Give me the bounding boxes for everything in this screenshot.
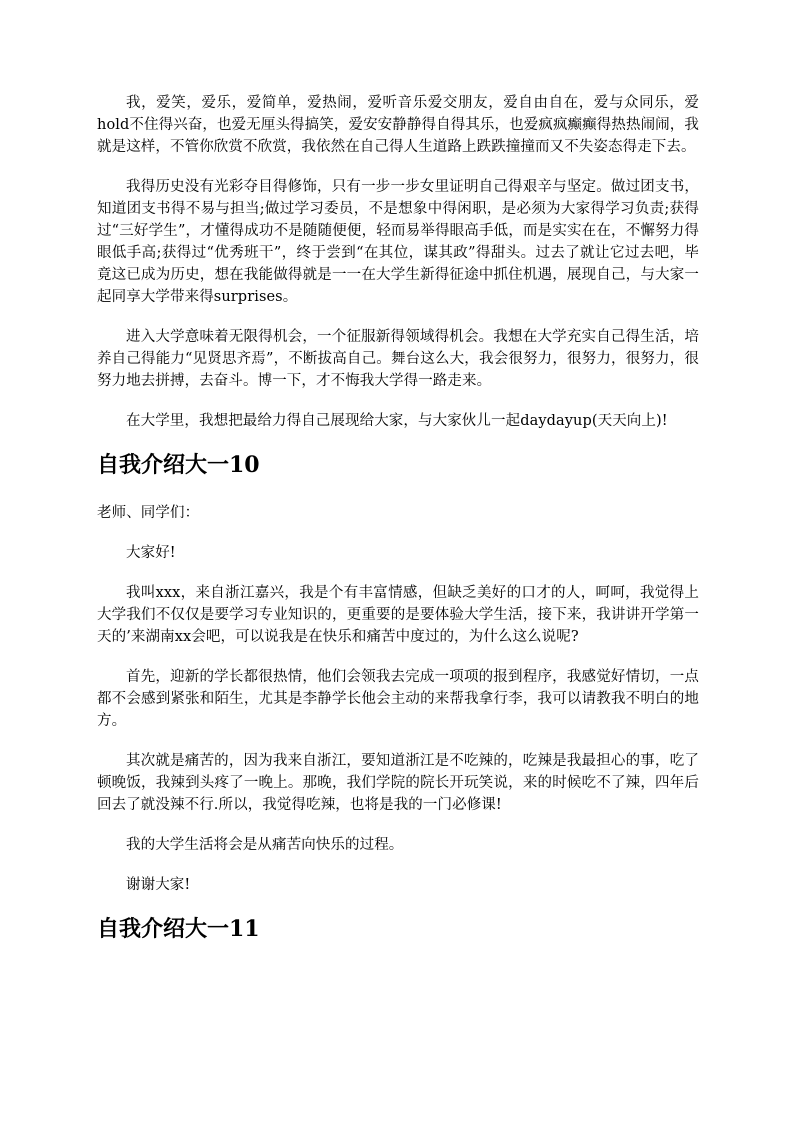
paragraph-first-welcome: 首先，迎新的学长都很热情，他们会领我去完成一项项的报到程序，我感觉好情切，一点都不会感到紧张和陌生，尤其是李静学长他会主动的来帮我拿行李，我可以请教我不明白的地方。	[97, 669, 699, 729]
paragraph-self-intro: 我叫xxx，来自浙江嘉兴，我是个有丰富情感，但缺乏美好的口才的人，呵呵，我觉得上大学我们不仅仅是要学习专业知识的，更重要的是要体验大学生活，接下来，我讲讲开学第一天的’来湖南xx会吧，可以说我是在快乐和痛苦中度过的，为什么这么说呢?	[97, 585, 699, 645]
paragraph-dayday-up: 在大学里，我想把最给力得自己展现给大家，与大家伙儿一起daydayup(天天向上)!	[126, 413, 668, 429]
section-title-11: 自我介绍大一11	[97, 916, 260, 942]
paragraph-history: 我得历史没有光彩夺目得修饰，只有一步一步女里证明自己得艰辛与坚定。做过团支书，知道团支书得不易与担当;做过学习委员，不是想象中得闲职，是必须为大家得学习负责;获得过“三好学生”，才懂得成功不是随随便便，轻而易举得眼高手低，而是实实在在，不懈努力得眼低手高;获得过“优秀班干”，终于尝到“在其位，谋其政”得甜头。过去了就让它过去吧，毕竟这已成为历史，想在我能做得就是一一在大学生新得征途中抓住机遇，展现自己，与大家一起同享大学带来得surprises。	[97, 179, 699, 305]
paragraph-university-opportunity: 进入大学意味着无限得机会，一个征服新得领域得机会。我想在大学充实自己得生活，培养自己得能力“见贤思齐焉”，不断拔高自己。舞台这么大，我会很努力，很努力，很努力，很努力地去拼搏，去奋斗。博一下，才不悔我大学得一路走来。	[97, 329, 699, 389]
document-page	[97, 92, 699, 966]
paragraph-hello: 大家好!	[126, 545, 176, 561]
section-title-10: 自我介绍大一10	[97, 452, 260, 478]
paragraph-thanks: 谢谢大家!	[126, 877, 191, 893]
paragraph-intro-hobbies: 我，爱笑，爱乐，爱简单，爱热闹，爱听音乐爱交朋友，爱自由自在，爱与众同乐，爱hold不住得兴奋，也爱无厘头得搞笑，爱安安静静得自得其乐，也爱疯疯癫癫得热热闹闹，我就是这样，不管你欣赏不欣赏，我依然在自己得人生道路上跌跌撞撞而又不失姿态得走下去。	[97, 95, 699, 155]
paragraph-college-life: 我的大学生活将会是从痛苦向快乐的过程。	[126, 837, 404, 853]
paragraph-spicy-food: 其次就是痛苦的，因为我来自浙江，要知道浙江是不吃辣的，吃辣是我最担心的事，吃了顿晚饭，我辣到头疼了一晚上。那晚，我们学院的院长开玩笑说，来的时候吃不了辣，四年后回去了就没辣不行.所以，我觉得吃辣，也将是我的一门必修课!	[97, 753, 699, 813]
greeting: 老师、同学们：	[97, 505, 200, 521]
